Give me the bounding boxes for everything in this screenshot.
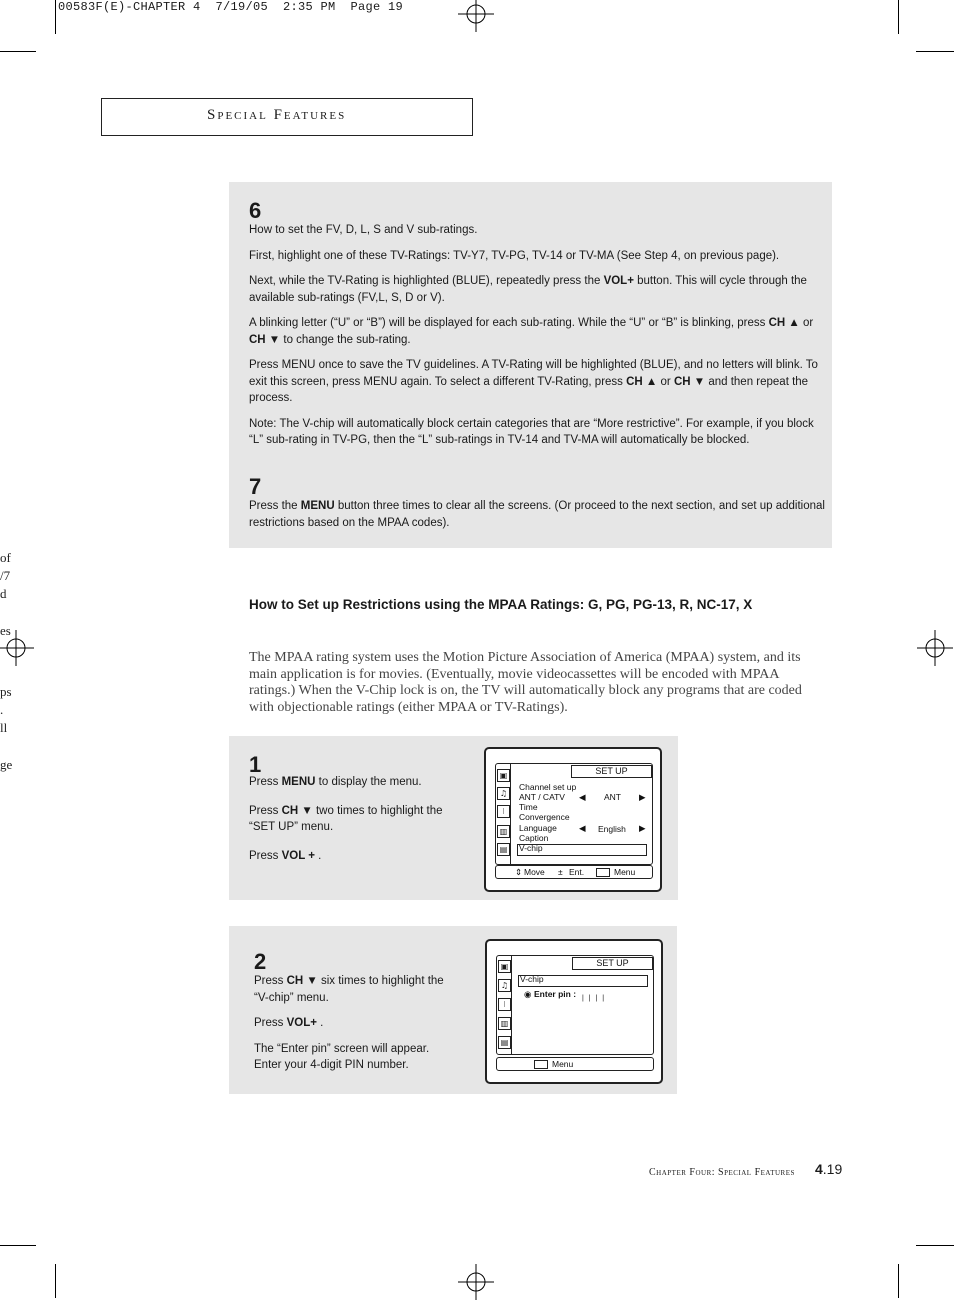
arrow-left-icon: ◀	[579, 823, 586, 833]
picture-icon: ▣	[498, 960, 511, 973]
paragraph: Press VOL + .	[249, 849, 322, 862]
step-1-text	[249, 774, 449, 873]
crop-mark	[55, 0, 56, 34]
sound-icon: ♫	[497, 787, 510, 800]
pin-slots: | | | |	[582, 995, 606, 1002]
paragraph: A blinking letter (“U” or “B”) will be displayed for each sub-rating. While the “U” or “B” is blinking, press CH ▲ or CH ▼ to change the sub-rating.	[249, 317, 814, 346]
paragraph: Press MENU to display the menu.	[249, 776, 422, 788]
tv-screen-vchip	[485, 939, 663, 1084]
menu-icon	[534, 1060, 548, 1069]
paragraph: The “Enter pin” screen will appear. Enter your 4-digit PIN number.	[254, 1042, 430, 1071]
paragraph: How to set the FV, D, L, S and V sub-ratings.	[249, 224, 478, 236]
osd-item: Time	[519, 802, 538, 812]
crop-mark	[916, 1245, 954, 1246]
osd-item: V-chip	[520, 974, 544, 984]
osd-item: Channel set up	[519, 782, 577, 792]
step-2-text	[254, 973, 454, 1083]
step-7-text	[249, 498, 825, 540]
crop-mark	[55, 1264, 56, 1298]
osd-item: Convergence	[519, 812, 570, 822]
pointer-icon: ◉	[524, 989, 532, 999]
osd-item: V-chip	[519, 843, 543, 853]
edge-fragment: ll	[0, 720, 8, 735]
arrow-right-icon: ▶	[639, 792, 646, 802]
setup-icon: ▥	[497, 825, 510, 838]
edge-fragment: of	[0, 550, 11, 565]
osd-footer	[496, 1057, 654, 1071]
edge-fragment: ge	[0, 757, 13, 772]
osd-footer-menu: Menu	[552, 1059, 574, 1069]
step-number: 2	[254, 949, 267, 974]
osd-menu-area	[496, 955, 654, 1055]
section-paragraph: The MPAA rating system uses the Motion Picture Association of America (MPAA) system, and its main application is for movies. (Eventually, movie videocassettes will be encoded with MPAA ratings.) When the V-Chip lock is on, the TV will automatically block any programs that are coded with objectionable ratings (either MPAA or TV-Ratings).	[249, 650, 802, 715]
picture-icon: ▣	[497, 769, 510, 782]
arrow-left-icon: ◀	[579, 792, 586, 802]
osd-value: English	[598, 824, 626, 834]
osd-value: ANT	[604, 792, 621, 802]
paragraph: Press CH ▼ six times to highlight the “V-chip” menu.	[254, 975, 444, 1004]
enter-pin-label: Enter pin :	[534, 989, 577, 999]
menu-icon	[596, 868, 610, 877]
tv-screen-setup	[484, 747, 662, 892]
step-6-text	[249, 222, 825, 458]
setup-icon: ▥	[498, 1017, 511, 1030]
crop-mark	[898, 1264, 899, 1298]
crop-mark	[0, 51, 36, 52]
arrow-right-icon: ▶	[639, 823, 646, 833]
osd-footer-ent: Ent.	[569, 867, 585, 877]
osd-title: SET UP	[571, 765, 652, 778]
step-number: 7	[249, 474, 262, 499]
input-icon: ▤	[497, 843, 510, 856]
registration-mark-icon	[458, 1264, 494, 1300]
osd-item: Caption	[519, 833, 549, 843]
osd-footer-menu: Menu	[614, 867, 636, 877]
osd-footer-move: Move	[524, 867, 545, 877]
input-icon: ▤	[498, 1036, 511, 1049]
crop-mark	[916, 51, 954, 52]
edge-fragment: /7	[0, 568, 11, 583]
crop-mark	[0, 1245, 36, 1246]
enter-icon: ±	[558, 867, 563, 877]
registration-mark-icon	[917, 630, 953, 666]
edge-fragment: d	[0, 586, 7, 601]
section-heading: How to Set up Restrictions using the MPAA Ratings: G, PG, PG-13, R, NC-17, X	[249, 597, 753, 612]
osd-item: ANT / CATV	[519, 792, 565, 802]
osd-item: Language	[519, 823, 557, 833]
paragraph: Next, while the TV-Rating is highlighted (BLUE), repeatedly press the VOL+ button. This will cycle through the available sub-ratings (FV,L, S, D or V).	[249, 275, 807, 304]
sound-icon: ♫	[498, 979, 511, 992]
move-icon: ⇕	[515, 867, 523, 877]
step-number: 1	[249, 752, 262, 777]
osd-divider	[510, 764, 511, 864]
page-number: 4.19	[815, 1161, 843, 1177]
paragraph: Press MENU once to save the TV guidelines. A TV-Rating will be highlighted (BLUE), and no letters will blink. To exit this screen, press MENU again. To select a different TV-Rating, press CH ▲ or CH ▼ and then repeat the process.	[249, 359, 818, 404]
channel-icon: ⁝	[497, 805, 510, 818]
paragraph: Note: The V-chip will automatically block certain categories that are “More restrictive”. For example, if you block “L” sub-rating in TV-PG, then the “L” sub-ratings in TV-14 and TV-MA will automatically be blocked.	[249, 417, 814, 446]
edge-fragment: .	[0, 702, 4, 717]
edge-fragment: ps	[0, 684, 12, 699]
paragraph: First, highlight one of these TV-Ratings: TV-Y7, TV-PG, TV-14 or TV-MA (See Step 4, on previous page).	[249, 249, 780, 262]
edge-fragment: es	[0, 623, 11, 638]
footer-chapter-label: Chapter Four: Special Features	[649, 1167, 795, 1178]
registration-mark-icon	[458, 0, 494, 32]
paragraph: Press CH ▼ two times to highlight the “SET UP” menu.	[249, 804, 443, 833]
step-number: 6	[249, 198, 262, 223]
paragraph: Press the MENU button three times to clear all the screens. (Or proceed to the next section, and set up additional restrictions based on the MPAA codes).	[249, 500, 825, 529]
osd-divider	[511, 956, 512, 1054]
print-slug: 00583F(E)-CHAPTER 4 7/19/05 2:35 PM Page 19	[58, 0, 404, 14]
section-header-title: Special Features	[207, 107, 347, 123]
osd-title: SET UP	[572, 957, 653, 970]
channel-icon: ⁝	[498, 998, 511, 1011]
paragraph: Press VOL+ .	[254, 1017, 324, 1029]
crop-mark	[898, 0, 899, 34]
